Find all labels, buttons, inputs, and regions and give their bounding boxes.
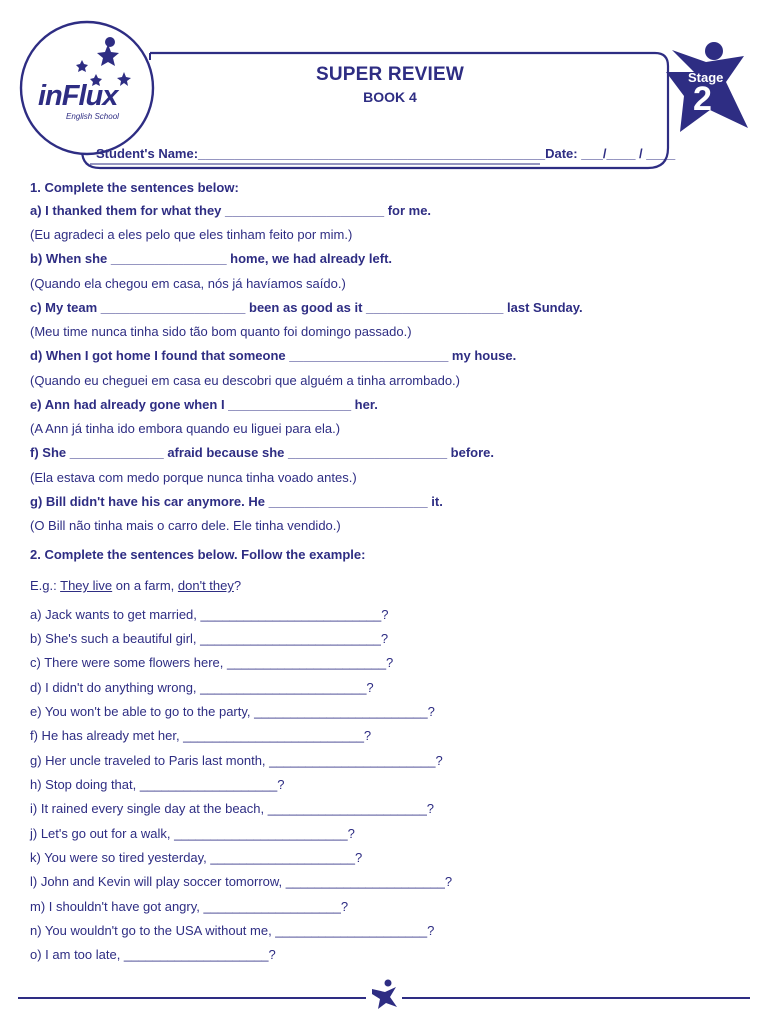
s2-item-c: c) There were some flowers here, ______________________? (30, 655, 394, 670)
s1-item-f-en: f) She _____________ afraid because she ______________________ before. (30, 445, 495, 460)
s1-item-d-en: d) When I got home I found that someone ______________________ my house. (30, 348, 517, 363)
footer-divider (0, 975, 768, 1015)
s1-item-c-pt: (Meu time nunca tinha sido tão bom quanto foi domingo passado.) (30, 324, 412, 339)
page-subtitle: BOOK 4 (363, 89, 417, 105)
s2-item-h: h) Stop doing that, ___________________? (30, 777, 285, 792)
s2-item-d: d) I didn't do anything wrong, _______________________? (30, 680, 374, 695)
s2-item-l: l) John and Kevin will play soccer tomorrow, ______________________? (30, 874, 453, 889)
logo-text: inFlux (38, 80, 118, 112)
s1-item-d-pt: (Quando eu cheguei em casa eu descobri que alguém a tinha arrombado.) (30, 373, 460, 388)
s2-item-m: m) I shouldn't have got angry, ___________________? (30, 899, 349, 914)
s1-item-c-en: c) My team ____________________ been as good as it ___________________ last Sunday. (30, 300, 583, 315)
s2-item-a: a) Jack wants to get married, _________________________? (30, 607, 389, 622)
s1-item-a-en: a) I thanked them for what they ______________________ for me. (30, 203, 432, 218)
example-part2: don't they (177, 578, 234, 593)
s1-item-a-pt: (Eu agradeci a eles pelo que eles tinham feito por mim.) (30, 227, 353, 242)
stage-label: Stage (688, 70, 724, 85)
s2-item-o: o) I am too late, ____________________? (30, 947, 276, 962)
s1-item-e-pt: (A Ann já tinha ido embora quando eu liguei para ela.) (30, 421, 341, 436)
page-title: SUPER REVIEW (315, 64, 465, 85)
s1-item-g-pt: (O Bill não tinha mais o carro dele. Ele tinha vendido.) (30, 518, 341, 533)
footer-star-icon (372, 980, 397, 1010)
s1-item-b-en: b) When she ________________ home, we had already left. (30, 251, 393, 266)
s1-item-g-en: g) Bill didn't have his car anymore. He ______________________ it. (30, 494, 443, 509)
stage-number: 2 (693, 80, 712, 118)
s1-item-f-pt: (Ela estava com medo porque nunca tinha voado antes.) (30, 470, 357, 485)
example-end: ? (233, 578, 242, 593)
s1-item-e-en: e) Ann had already gone when I _________________ her. (30, 397, 378, 412)
s2-item-i: i) It rained every single day at the beach, ______________________? (30, 801, 435, 816)
example-mid: on a farm, (112, 578, 178, 593)
logo-subtitle: English School (66, 112, 119, 121)
s2-item-k: k) You were so tired yesterday, ____________________? (30, 850, 363, 865)
s2-item-g: g) Her uncle traveled to Paris last month, _______________________? (30, 753, 443, 768)
s1-item-b-pt: (Quando ela chegou em casa, nós já havíamos saído.) (30, 276, 346, 291)
s2-item-b: b) She's such a beautiful girl, _________________________? (30, 631, 389, 646)
s2-item-e: e) You won't be able to go to the party, ________________________? (30, 704, 435, 719)
example-prefix: E.g.: (30, 578, 61, 593)
s2-example (30, 578, 241, 593)
student-name-date-line: Student's Name:________________________________________________Date: ___/____ / ____ (96, 146, 676, 161)
section1-heading: 1. Complete the sentences below: (30, 180, 239, 195)
section2-heading: 2. Complete the sentences below. Follow the example: (30, 547, 366, 562)
s2-item-n: n) You wouldn't go to the USA without me, _____________________? (30, 923, 435, 938)
s2-item-j: j) Let's go out for a walk, ________________________? (30, 826, 355, 841)
example-part1: They live (60, 578, 113, 593)
s2-item-f: f) He has already met her, _________________________? (30, 728, 372, 743)
